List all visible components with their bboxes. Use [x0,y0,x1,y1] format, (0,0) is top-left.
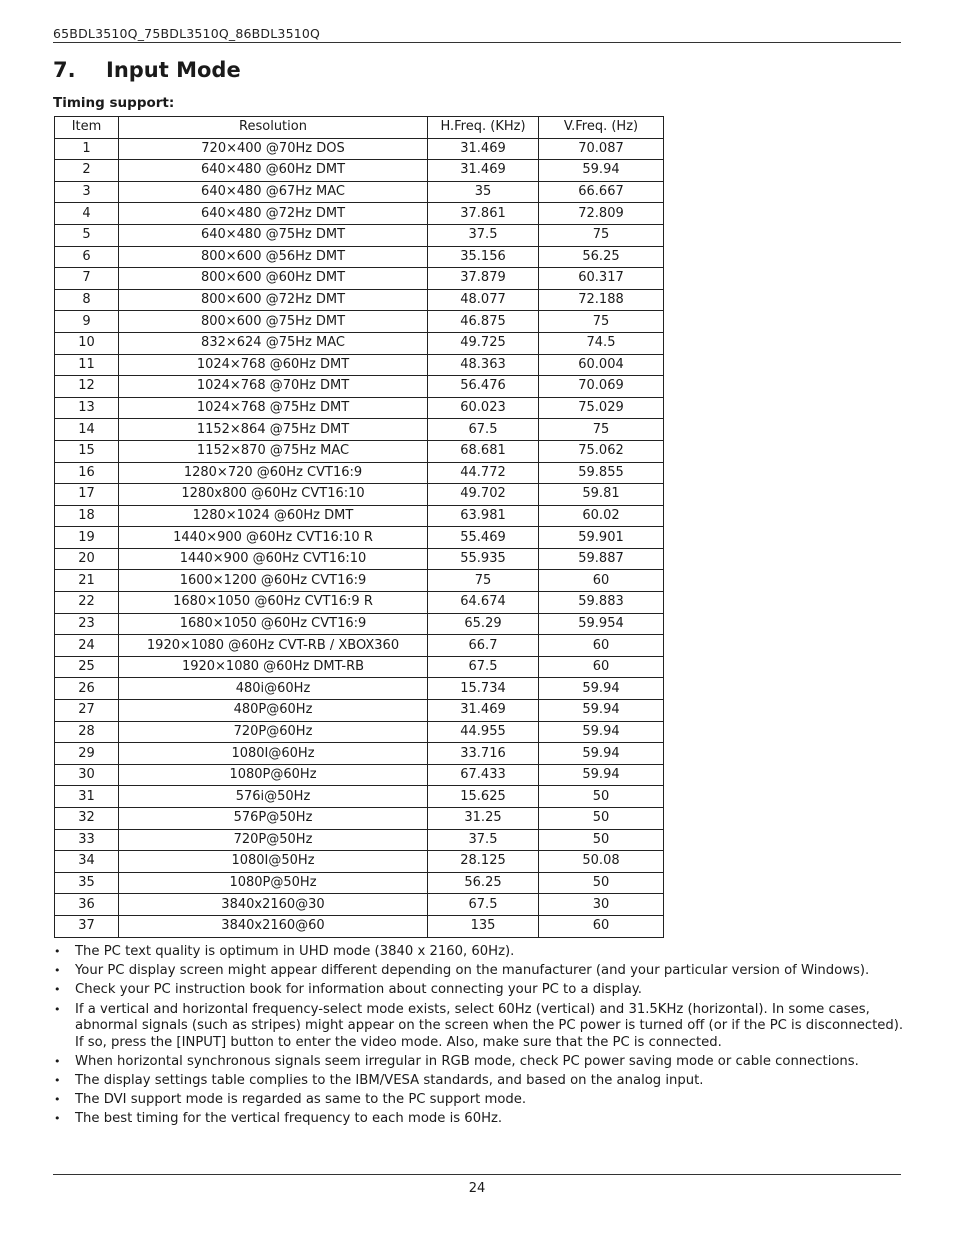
cell-resolution: 1024×768 @75Hz DMT [119,397,428,419]
cell-hfreq: 64.674 [428,592,539,614]
cell-hfreq: 48.363 [428,354,539,376]
section-number: 7. [53,58,76,82]
cell-item: 25 [55,656,119,678]
section-title: Input Mode [106,58,241,82]
table-row [55,894,664,916]
cell-hfreq: 135 [428,915,539,937]
cell-resolution: 832×624 @75Hz MAC [119,332,428,354]
note-item [53,1054,913,1071]
cell-item: 14 [55,419,119,441]
cell-item: 34 [55,851,119,873]
cell-resolution: 800×600 @60Hz DMT [119,268,428,290]
table-row [55,527,664,549]
cell-item: 35 [55,872,119,894]
cell-resolution: 1440×900 @60Hz CVT16:10 [119,548,428,570]
table-row [55,138,664,160]
cell-vfreq: 75 [539,419,664,441]
note-item [53,1111,913,1128]
cell-item: 9 [55,311,119,333]
cell-resolution: 1680×1050 @60Hz CVT16:9 R [119,592,428,614]
cell-resolution: 1024×768 @60Hz DMT [119,354,428,376]
cell-vfreq: 50 [539,872,664,894]
table-row [55,678,664,700]
cell-vfreq: 70.069 [539,376,664,398]
cell-hfreq: 37.5 [428,829,539,851]
cell-item: 6 [55,246,119,268]
cell-hfreq: 75 [428,570,539,592]
header-divider [53,42,901,43]
table-row [55,311,664,333]
cell-hfreq: 60.023 [428,397,539,419]
table-row [55,440,664,462]
cell-vfreq: 59.883 [539,592,664,614]
cell-hfreq: 49.725 [428,332,539,354]
cell-hfreq: 15.734 [428,678,539,700]
table-row [55,570,664,592]
cell-item: 21 [55,570,119,592]
cell-vfreq: 59.901 [539,527,664,549]
cell-item: 32 [55,808,119,830]
cell-item: 18 [55,505,119,527]
table-row [55,354,664,376]
table-row [55,656,664,678]
cell-vfreq: 75.029 [539,397,664,419]
column-header-item: Item [55,117,119,139]
table-row [55,203,664,225]
cell-item: 33 [55,829,119,851]
footer-divider [53,1174,901,1175]
cell-hfreq: 68.681 [428,440,539,462]
cell-vfreq: 60 [539,635,664,657]
cell-resolution: 1440×900 @60Hz CVT16:10 R [119,527,428,549]
cell-vfreq: 60.004 [539,354,664,376]
cell-hfreq: 28.125 [428,851,539,873]
note-item [53,1002,913,1052]
table-row [55,721,664,743]
cell-resolution: 1920×1080 @60Hz DMT-RB [119,656,428,678]
bullet-icon: • [54,1093,61,1107]
cell-resolution: 640×480 @72Hz DMT [119,203,428,225]
note-text: When horizontal synchronous signals seem irregular in RGB mode, check PC power saving mode or cable connections. [75,1053,859,1069]
cell-resolution: 480P@60Hz [119,700,428,722]
note-text: Check your PC instruction book for information about connecting your PC to a display. [75,982,642,998]
cell-hfreq: 33.716 [428,743,539,765]
cell-item: 36 [55,894,119,916]
bullet-icon: • [54,1002,61,1016]
cell-resolution: 720P@60Hz [119,721,428,743]
cell-vfreq: 50 [539,829,664,851]
cell-item: 13 [55,397,119,419]
cell-item: 5 [55,224,119,246]
table-row [55,764,664,786]
table-row [55,246,664,268]
cell-item: 1 [55,138,119,160]
cell-hfreq: 56.476 [428,376,539,398]
cell-resolution: 800×600 @56Hz DMT [119,246,428,268]
cell-hfreq: 44.955 [428,721,539,743]
table-row [55,289,664,311]
cell-hfreq: 37.879 [428,268,539,290]
table-row [55,786,664,808]
table-row [55,613,664,635]
bullet-icon: • [54,964,61,978]
column-header-vfreq: V.Freq. (Hz) [539,117,664,139]
table-row [55,635,664,657]
cell-hfreq: 48.077 [428,289,539,311]
cell-item: 10 [55,332,119,354]
table-row [55,505,664,527]
note-text: The best timing for the vertical frequency to each mode is 60Hz. [75,1111,503,1127]
cell-item: 27 [55,700,119,722]
cell-resolution: 1080I@50Hz [119,851,428,873]
cell-item: 8 [55,289,119,311]
cell-vfreq: 59.887 [539,548,664,570]
cell-item: 30 [55,764,119,786]
cell-resolution: 1680×1050 @60Hz CVT16:9 [119,613,428,635]
timing-support-heading: Timing support: [53,95,175,111]
table-row [55,224,664,246]
note-text: The PC text quality is optimum in UHD mode (3840 x 2160, 60Hz). [75,944,515,959]
cell-vfreq: 74.5 [539,332,664,354]
cell-item: 12 [55,376,119,398]
cell-vfreq: 59.81 [539,484,664,506]
note-text: The DVI support mode is regarded as same to the PC support mode. [75,1092,527,1108]
cell-vfreq: 59.94 [539,160,664,182]
document-header-model: 65BDL3510Q_75BDL3510Q_86BDL3510Q [53,26,321,41]
cell-vfreq: 50 [539,808,664,830]
cell-item: 29 [55,743,119,765]
cell-vfreq: 75 [539,224,664,246]
cell-item: 16 [55,462,119,484]
cell-resolution: 1280×1024 @60Hz DMT [119,505,428,527]
cell-vfreq: 59.855 [539,462,664,484]
cell-resolution: 576P@50Hz [119,808,428,830]
cell-resolution: 576i@50Hz [119,786,428,808]
cell-vfreq: 70.087 [539,138,664,160]
table-row [55,915,664,937]
column-header-hfreq: H.Freq. (KHz) [428,117,539,139]
cell-resolution: 1024×768 @70Hz DMT [119,376,428,398]
cell-hfreq: 65.29 [428,613,539,635]
cell-hfreq: 66.7 [428,635,539,657]
cell-item: 24 [55,635,119,657]
cell-hfreq: 31.469 [428,700,539,722]
table-row [55,829,664,851]
notes-list [53,944,913,1131]
table-header-row [55,117,664,139]
cell-resolution: 640×480 @60Hz DMT [119,160,428,182]
timing-table-body [55,138,664,937]
cell-hfreq: 31.469 [428,138,539,160]
cell-item: 15 [55,440,119,462]
bullet-icon: • [54,945,61,958]
cell-hfreq: 46.875 [428,311,539,333]
cell-vfreq: 60.02 [539,505,664,527]
cell-resolution: 720P@50Hz [119,829,428,851]
cell-vfreq: 66.667 [539,181,664,203]
cell-resolution: 640×480 @75Hz DMT [119,224,428,246]
section-heading [53,58,241,82]
cell-hfreq: 67.433 [428,764,539,786]
bullet-icon: • [54,1112,61,1126]
cell-item: 31 [55,786,119,808]
cell-hfreq: 49.702 [428,484,539,506]
cell-resolution: 3840x2160@60 [119,915,428,937]
cell-vfreq: 30 [539,894,664,916]
table-row [55,548,664,570]
table-row [55,700,664,722]
cell-hfreq: 56.25 [428,872,539,894]
note-item [53,944,913,961]
cell-hfreq: 31.25 [428,808,539,830]
cell-resolution: 1280×720 @60Hz CVT16:9 [119,462,428,484]
cell-vfreq: 59.94 [539,721,664,743]
page-number: 24 [468,1181,486,1196]
cell-item: 11 [55,354,119,376]
cell-hfreq: 31.469 [428,160,539,182]
cell-hfreq: 44.772 [428,462,539,484]
cell-resolution: 1080P@60Hz [119,764,428,786]
bullet-icon: • [54,1073,61,1087]
table-row [55,462,664,484]
cell-vfreq: 72.809 [539,203,664,225]
cell-resolution: 1080P@50Hz [119,872,428,894]
cell-hfreq: 15.625 [428,786,539,808]
cell-vfreq: 59.94 [539,764,664,786]
cell-resolution: 1152×870 @75Hz MAC [119,440,428,462]
cell-resolution: 800×600 @72Hz DMT [119,289,428,311]
cell-hfreq: 67.5 [428,419,539,441]
table-row [55,268,664,290]
cell-vfreq: 75 [539,311,664,333]
column-header-resolution: Resolution [119,117,428,139]
cell-resolution: 720×400 @70Hz DOS [119,138,428,160]
note-item [53,963,913,980]
cell-resolution: 1600×1200 @60Hz CVT16:9 [119,570,428,592]
table-row [55,808,664,830]
cell-vfreq: 60 [539,570,664,592]
cell-resolution: 480i@60Hz [119,678,428,700]
cell-hfreq: 35.156 [428,246,539,268]
cell-item: 28 [55,721,119,743]
table-row [55,851,664,873]
note-text: If a vertical and horizontal frequency-select mode exists, select 60Hz (vertical) and 31.5KHz (horizontal). In some cases, abnormal signals (such as stripes) might appear on the screen when the PC power is turned off (or if the PC is disconnected). If so, press the [INPUT] button to enter the video mode. Also, make sure that the PC is connected. [75,1001,904,1050]
cell-vfreq: 50.08 [539,851,664,873]
timing-table [54,116,664,938]
table-row [55,419,664,441]
table-row [55,484,664,506]
cell-hfreq: 63.981 [428,505,539,527]
cell-vfreq: 59.94 [539,678,664,700]
cell-resolution: 1280x800 @60Hz CVT16:10 [119,484,428,506]
note-item [53,1073,913,1090]
cell-resolution: 1920×1080 @60Hz CVT-RB / XBOX360 [119,635,428,657]
cell-vfreq: 59.954 [539,613,664,635]
cell-hfreq: 55.469 [428,527,539,549]
cell-resolution: 1080I@60Hz [119,743,428,765]
table-row [55,872,664,894]
cell-item: 23 [55,613,119,635]
note-text: Your PC display screen might appear different depending on the manufacturer (and your particular version of Windows). [75,963,870,979]
cell-resolution: 1152×864 @75Hz DMT [119,419,428,441]
cell-vfreq: 59.94 [539,743,664,765]
cell-item: 37 [55,915,119,937]
cell-item: 20 [55,548,119,570]
cell-vfreq: 60 [539,915,664,937]
table-row [55,332,664,354]
cell-vfreq: 59.94 [539,700,664,722]
cell-hfreq: 67.5 [428,894,539,916]
note-item [53,982,913,999]
cell-hfreq: 67.5 [428,656,539,678]
cell-vfreq: 56.25 [539,246,664,268]
table-row [55,160,664,182]
cell-item: 22 [55,592,119,614]
cell-vfreq: 75.062 [539,440,664,462]
table-row [55,743,664,765]
table-row [55,397,664,419]
cell-item: 3 [55,181,119,203]
note-item [53,1092,913,1109]
bullet-icon: • [54,1054,61,1068]
cell-hfreq: 37.861 [428,203,539,225]
cell-vfreq: 50 [539,786,664,808]
cell-item: 17 [55,484,119,506]
cell-item: 7 [55,268,119,290]
cell-hfreq: 55.935 [428,548,539,570]
note-text: The display settings table complies to the IBM/VESA standards, and based on the analog input. [75,1072,704,1088]
cell-vfreq: 72.188 [539,289,664,311]
cell-hfreq: 37.5 [428,224,539,246]
bullet-icon: • [54,983,61,997]
cell-resolution: 800×600 @75Hz DMT [119,311,428,333]
cell-resolution: 640×480 @67Hz MAC [119,181,428,203]
table-row [55,376,664,398]
table-row [55,592,664,614]
cell-resolution: 3840x2160@30 [119,894,428,916]
cell-item: 26 [55,678,119,700]
cell-item: 2 [55,160,119,182]
cell-item: 19 [55,527,119,549]
cell-vfreq: 60 [539,656,664,678]
table-row [55,181,664,203]
cell-vfreq: 60.317 [539,268,664,290]
cell-hfreq: 35 [428,181,539,203]
cell-item: 4 [55,203,119,225]
